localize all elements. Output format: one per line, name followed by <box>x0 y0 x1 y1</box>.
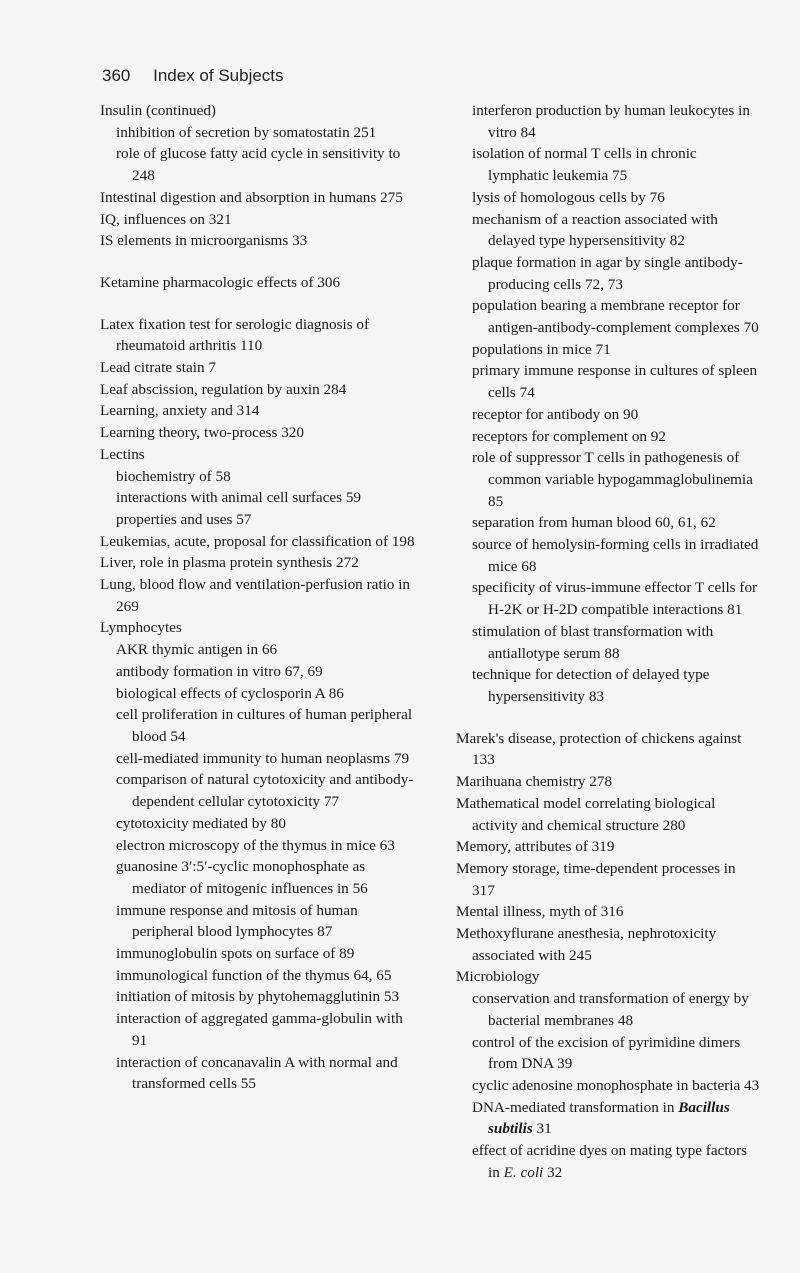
index-subentry: guanosine 3′:5′-cyclic monophosphate as mediator of mitogenic influences in 56 <box>116 858 368 897</box>
index-subentry: immune response and mitosis of human peripheral blood lymphocytes 87 <box>116 901 358 941</box>
index-subentry: inhibition of secretion by somatostatin 251 <box>116 123 377 141</box>
index-entry: Insulin (continued) <box>100 102 216 119</box>
index-entry: Marek's disease, protection of chickens against 133 <box>456 729 742 769</box>
index-column-right <box>456 100 761 1183</box>
index-column-left <box>100 100 418 1095</box>
index-entry: Ketamine pharmacologic effects of 306 <box>100 273 341 291</box>
index-entry: Lung, blood flow and ventilation-perfusion ratio in 269 <box>100 576 411 615</box>
index-subentry: interactions with animal cell surfaces 59 <box>116 489 362 507</box>
index-subentry: role of suppressor T cells in pathogenesis of common variable hypogammaglobulinemia 85 <box>472 449 753 510</box>
index-subentry: technique for detection of delayed type hypersensitivity 83 <box>472 666 710 705</box>
index-subentry: biological effects of cyclosporin A 86 <box>116 684 344 702</box>
index-subentry: cell-mediated immunity to human neoplasms 79 <box>116 749 410 767</box>
index-subentry: properties and uses 57 <box>116 510 252 528</box>
index-entry: Lymphocytes <box>100 619 182 637</box>
index-entry: Mathematical model correlating biological activity and chemical structure 280 <box>456 794 716 834</box>
index-subentry: antibody formation in vitro 67, 69 <box>116 662 323 680</box>
index-subentry: receptor for antibody on 90 <box>472 405 639 423</box>
index-entry: Latex fixation test for serologic diagnosis of rheumatoid arthritis 110 <box>100 315 370 355</box>
index-subentry: DNA-mediated transformation in Bacillus subtilis 31 <box>472 1098 730 1138</box>
index-subentry: primary immune response in cultures of spleen cells 74 <box>472 362 758 402</box>
index-entry: Liver, role in plasma protein synthesis 272 <box>100 554 359 572</box>
index-entry: Intestinal digestion and absorption in humans 275 <box>100 188 403 206</box>
index-entry: IQ, influences on 321 <box>100 210 232 228</box>
index-subentry: cytotoxicity mediated by 80 <box>116 814 286 832</box>
index-subentry: biochemistry of 58 <box>116 467 231 485</box>
index-subentry: interaction of aggregated gamma-globulin with 91 <box>116 1010 403 1049</box>
index-subentry: role of glucose fatty acid cycle in sensitivity to 248 <box>116 145 401 185</box>
index-entry: Learning theory, two-process 320 <box>100 424 304 442</box>
index-entry: Memory storage, time-dependent processes in 317 <box>456 859 736 899</box>
index-entry: Learning, anxiety and 314 <box>100 402 260 420</box>
index-entry: Marihuana chemistry 278 <box>456 773 613 791</box>
index-subentry: lysis of homologous cells by 76 <box>472 188 665 206</box>
index-entry: Lead citrate stain 7 <box>100 359 216 377</box>
index-entry: Mental illness, myth of 316 <box>456 903 624 921</box>
index-subentry: source of hemolysin-forming cells in irradiated mice 68 <box>472 536 759 575</box>
index-subentry: interaction of concanavalin A with normal and transformed cells 55 <box>116 1053 398 1093</box>
index-subentry: plaque formation in agar by single antibody-producing cells 72, 73 <box>472 253 743 293</box>
index-subentry: receptors for complement on 92 <box>472 427 666 445</box>
index-entry: Leukemias, acute, proposal for classification of 198 <box>100 532 415 550</box>
index-subentry: immunological function of the thymus 64, 65 <box>116 966 392 984</box>
index-subentry: cyclic adenosine monophosphate in bacteria 43 <box>472 1076 760 1094</box>
index-subentry: control of the excision of pyrimidine dimers from DNA 39 <box>472 1033 741 1073</box>
page-header <box>102 66 284 86</box>
index-subentry: electron microscopy of the thymus in mice 63 <box>116 836 395 854</box>
index-entry: Microbiology <box>456 968 540 986</box>
index-entry: Memory, attributes of 319 <box>456 838 615 856</box>
index-subentry: stimulation of blast transformation with antiallotype serum 88 <box>472 622 714 662</box>
index-subentry: immunoglobulin spots on surface of 89 <box>116 945 355 963</box>
index-entry: Methoxyflurane anesthesia, nephrotoxicity associated with 245 <box>456 925 717 964</box>
index-subentry: separation from human blood 60, 61, 62 <box>472 514 716 532</box>
index-subentry: initiation of mitosis by phytohemagglutinin 53 <box>116 988 400 1006</box>
index-subentry: population bearing a membrane receptor for antigen-antibody-complement complexes 70 <box>472 297 759 337</box>
index-subentry: mechanism of a reaction associated with delayed type hypersensitivity 82 <box>472 210 718 250</box>
index-subentry: specificity of virus-immune effector T cells for H-2K or H-2D compatible interactions 81 <box>472 579 758 619</box>
index-entry: IS elements in microorganisms 33 <box>100 232 308 250</box>
index-subentry: populations in mice 71 <box>472 340 611 358</box>
page-number: 360 <box>102 66 131 85</box>
index-subentry: effect of acridine dyes on mating type factors in E. coli 32 <box>472 1142 748 1181</box>
index-subentry: cell proliferation in cultures of human peripheral blood 54 <box>116 706 413 745</box>
index-subentry: interferon production by human leukocytes in vitro 84 <box>472 102 750 141</box>
page-title: Index of Subjects <box>153 66 284 85</box>
index-entry: Leaf abscission, regulation by auxin 284 <box>100 380 347 398</box>
index-subentry: AKR thymic antigen in 66 <box>116 641 278 659</box>
index-subentry: isolation of normal T cells in chronic lymphatic leukemia 75 <box>472 145 697 185</box>
index-subentry: comparison of natural cytotoxicity and antibody-dependent cellular cytotoxicity 77 <box>116 771 414 811</box>
index-entry: Lectins <box>100 445 145 463</box>
index-subentry: conservation and transformation of energy by bacterial membranes 48 <box>472 990 749 1029</box>
